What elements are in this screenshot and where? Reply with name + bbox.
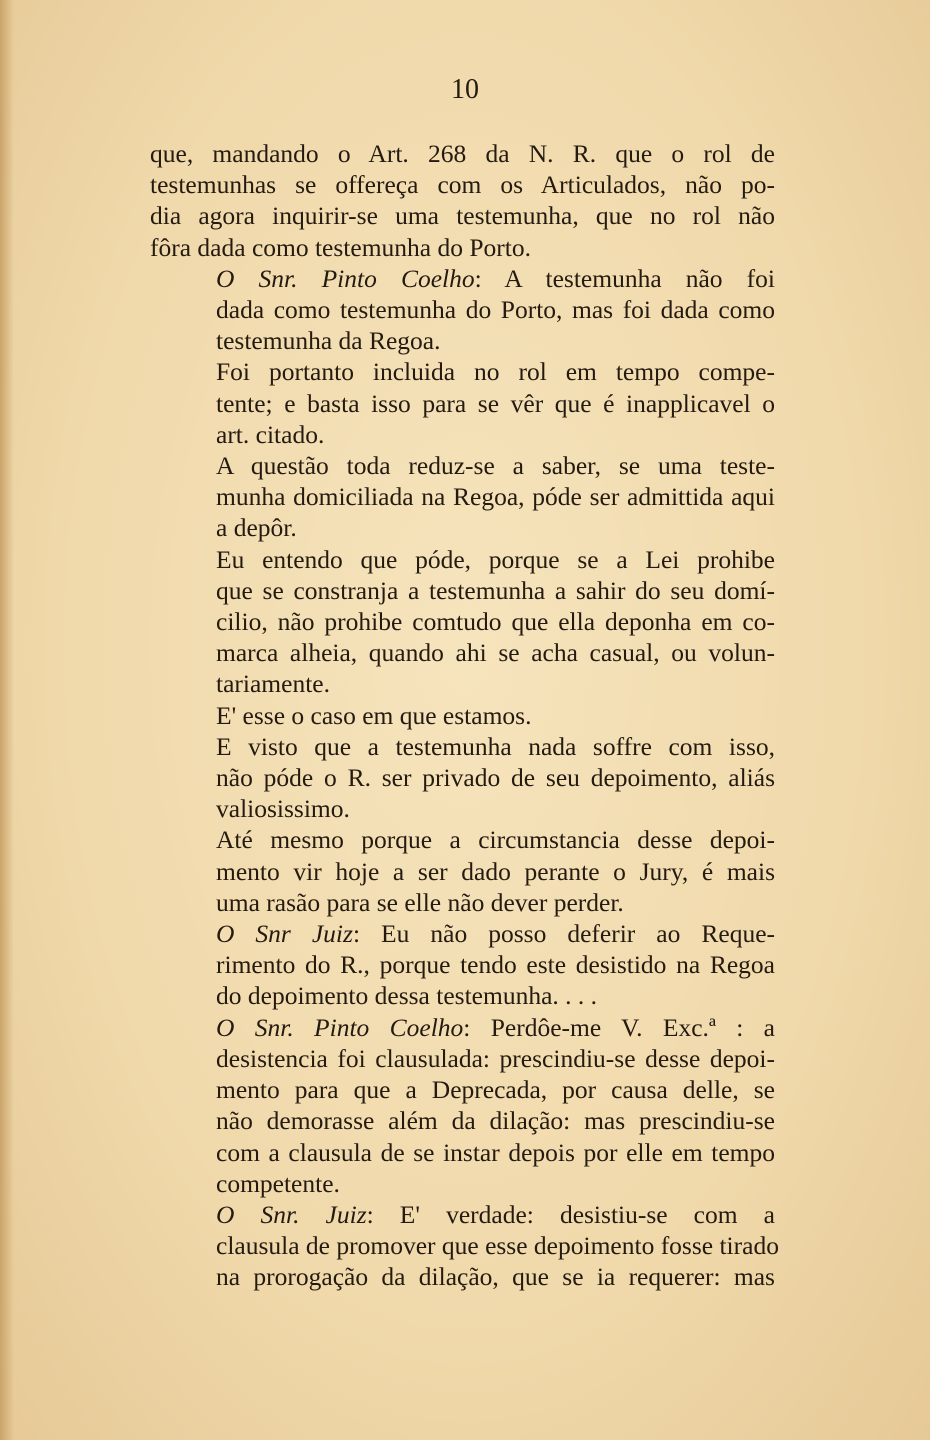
text-line (150, 700, 775, 731)
text-line (150, 856, 775, 887)
line-text: que, mandando o Art. 268 da N. R. que o rol de (150, 139, 775, 168)
line-text: na prorogação da dilação, que se ia requerer: mas (216, 1262, 775, 1292)
speaker-name: O Snr. Juiz (216, 1199, 367, 1229)
text-line (150, 419, 775, 450)
line-text: valiosissimo. (216, 794, 350, 824)
text-line (150, 793, 775, 824)
line-text: tariamente. (216, 669, 330, 699)
speaker-name: O Snr. Pinto Coelho (216, 263, 475, 293)
body-text (150, 138, 779, 1293)
text-line (150, 980, 775, 1011)
line-text: do depoimento dessa testemunha. . . . (216, 981, 598, 1011)
line-text: art. citado. (216, 419, 325, 449)
line-text: : Perdôe-me V. Exc.ª : a (463, 1012, 775, 1042)
line-text: cilio, não prohibe comtudo que ella deponha em co- (216, 607, 775, 637)
paragraph (150, 700, 775, 731)
line-text: a depôr. (216, 513, 297, 543)
line-text: A questão toda reduz-se a saber, se uma teste- (216, 451, 775, 481)
text-line (150, 668, 775, 699)
paragraph (150, 544, 775, 700)
line-text: Foi portanto incluida no rol em tempo compe- (216, 357, 775, 387)
line-text: com a clausula de se instar depois por elle em tempo (216, 1137, 775, 1167)
text-line (150, 169, 775, 200)
text-line (150, 918, 775, 949)
line-text: E' esse o caso em que estamos. (216, 700, 532, 730)
paragraph (150, 824, 775, 918)
line-text: mento vir hoje a ser dado perante o Jury, é mais (216, 856, 775, 886)
line-text: fôra dada como testemunha do Porto. (150, 232, 531, 262)
text-line (150, 1230, 779, 1261)
line-text: rimento do R., porque tendo este desistido na Regoa (216, 950, 775, 980)
line-text: E visto que a testemunha nada soffre com isso, (216, 731, 775, 761)
text-line (150, 263, 775, 294)
line-text: testemunhas se offereça com os Articulados, não po- (150, 170, 775, 200)
text-line (150, 388, 775, 419)
line-text: dia agora inquirir-se uma testemunha, que no rol não (150, 201, 775, 231)
text-line (150, 887, 775, 918)
text-line (150, 1137, 775, 1168)
text-line (150, 512, 775, 543)
text-line (150, 824, 775, 855)
text-line (150, 606, 775, 637)
line-text: que se constranja a testemunha a sahir do seu domí- (216, 575, 775, 605)
line-text: uma rasão para se elle não dever perder. (216, 887, 624, 917)
text-line (150, 1043, 775, 1074)
text-line (150, 762, 775, 793)
line-text: : A testemunha não foi (474, 263, 775, 293)
paragraph (150, 1199, 779, 1293)
text-line (150, 138, 775, 169)
page-edge-shadow (0, 0, 14, 1440)
line-text: desistencia foi clausulada: prescindiu-se desse depoi- (216, 1043, 775, 1073)
line-text: munha domiciliada na Regoa, póde ser admittida aqui (216, 482, 775, 512)
line-text: : E' verdade: desistiu-se com a (366, 1199, 775, 1229)
page-number: 10 (451, 74, 479, 105)
line-text: não demorasse além da dilação: mas prescindiu-se (216, 1106, 775, 1136)
line-text: mento para que a Deprecada, por causa delle, se (216, 1075, 775, 1105)
text-line (150, 1012, 775, 1043)
text-line (150, 949, 775, 980)
text-line (150, 1074, 775, 1105)
line-text: dada como testemunha do Porto, mas foi dada como (216, 295, 775, 325)
text-line (150, 544, 775, 575)
paragraph (150, 263, 775, 357)
text-line (150, 450, 775, 481)
line-text: Eu entendo que póde, porque se a Lei prohibe (216, 544, 775, 574)
paragraph (150, 918, 775, 1012)
text-line (150, 1261, 775, 1292)
speaker-name: O Snr Juiz (216, 919, 353, 949)
line-text: : Eu não posso deferir ao Reque- (352, 919, 776, 949)
speaker-name: O Snr. Pinto Coelho (216, 1012, 464, 1042)
paragraph (150, 356, 775, 450)
line-text: competente. (216, 1168, 340, 1198)
line-text: testemunha da Regoa. (216, 326, 441, 356)
text-line (150, 731, 775, 762)
paragraph (150, 450, 775, 544)
text-line (150, 200, 775, 231)
line-text: marca alheia, quando ahi se acha casual, ou volun- (216, 638, 775, 668)
line-text: não póde o R. ser privado de seu depoimento, aliás (216, 763, 775, 793)
text-line (150, 1168, 775, 1199)
text-line (150, 1105, 775, 1136)
text-line (150, 356, 775, 387)
paragraph (150, 138, 775, 263)
paragraph (150, 731, 775, 825)
paragraph (150, 1012, 775, 1199)
text-line (150, 575, 775, 606)
text-line (150, 294, 775, 325)
line-text: Até mesmo porque a circumstancia desse depoi- (216, 825, 775, 855)
line-text: tente; e basta isso para se vêr que é inapplicavel o (216, 388, 775, 418)
text-line (150, 325, 775, 356)
line-text: clausula de promover que esse depoimento fosse tirado (216, 1231, 779, 1261)
text-line (150, 232, 775, 263)
text-line (150, 481, 775, 512)
text-line (150, 1199, 775, 1230)
text-line (150, 637, 775, 668)
